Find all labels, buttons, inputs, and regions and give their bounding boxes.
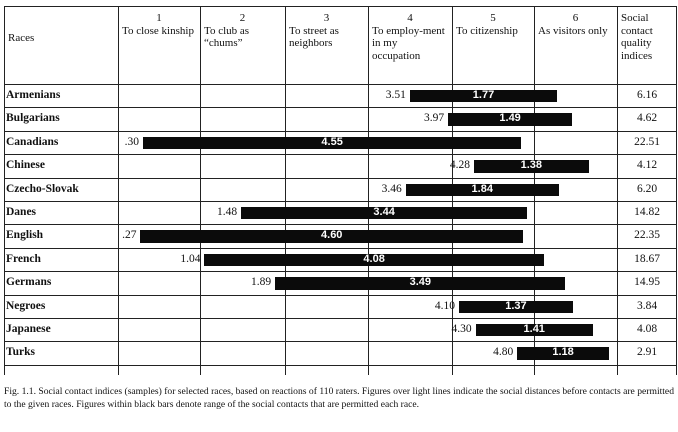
- column-rule: [368, 6, 369, 375]
- range-value: 1.49: [499, 112, 521, 125]
- column-label: As visitors only: [538, 24, 608, 37]
- column-label: To close kinship: [122, 24, 194, 37]
- range-value: 1.18: [552, 346, 574, 359]
- row-index: 18.67: [634, 252, 660, 265]
- column-header: [204, 12, 281, 50]
- row-index: 6.20: [636, 182, 658, 195]
- row-rule: [4, 154, 676, 155]
- distance-value: 4.28: [449, 159, 470, 172]
- distance-value: 3.51: [385, 89, 406, 101]
- figure-caption: Fig. 1.1. Social contact indices (samples) for selected races, based on reactions of 110 raters. Figures over light lines indicate the social distances before contacts are permitted to the given races. Figures within black bars denote range of the social contacts that are permitted each race.: [4, 386, 674, 410]
- distance-value: 1.48: [216, 206, 238, 218]
- row-race: Turks: [6, 346, 35, 359]
- distance-value: 3.97: [424, 112, 445, 125]
- range-value: 1.41: [523, 323, 545, 335]
- row-rule: [4, 178, 676, 179]
- row-rule: [4, 295, 676, 296]
- column-number: 1: [156, 12, 162, 24]
- distance-value: 4.10: [434, 299, 455, 312]
- row-rule: [4, 341, 676, 342]
- column-number: 4: [407, 12, 413, 24]
- row-rule: [4, 131, 676, 132]
- column-header: [456, 12, 530, 37]
- row-race: Czecho-Slovak: [6, 182, 79, 195]
- row-race: Japanese: [6, 323, 51, 335]
- range-value: 4.60: [321, 229, 343, 242]
- column-rule: [676, 6, 677, 375]
- column-rule: [118, 6, 119, 375]
- row-index: 22.51: [634, 135, 660, 148]
- column-label: Social contact quality indices: [621, 12, 653, 62]
- header-rule: [4, 84, 676, 85]
- row-index: 14.95: [634, 276, 660, 289]
- row-race: Germans: [6, 276, 52, 289]
- row-index: 2.91: [636, 346, 658, 359]
- row-rule: [4, 248, 676, 249]
- column-header: [289, 12, 364, 50]
- range-value: 3.44: [373, 206, 395, 218]
- row-rule: [4, 271, 676, 272]
- row-race: English: [6, 229, 44, 242]
- row-rule: [4, 201, 676, 202]
- distance-value: 1.04: [180, 252, 201, 265]
- column-number: 6: [572, 12, 579, 24]
- column-header: [538, 12, 613, 37]
- distance-value: 4.30: [451, 323, 472, 335]
- row-race: French: [6, 252, 41, 265]
- range-value: 1.84: [471, 182, 493, 195]
- row-index: 6.16: [636, 89, 658, 101]
- range-value: 1.38: [520, 159, 543, 172]
- column-rule: [285, 6, 286, 375]
- row-race: Canadians: [6, 135, 59, 148]
- distance-value: .30: [124, 135, 139, 148]
- row-rule: [4, 107, 676, 108]
- range-value: 1.37: [505, 299, 527, 312]
- column-label: To employ-ment in my occupation: [372, 24, 445, 62]
- range-value: 3.49: [409, 276, 431, 289]
- row-index: 22.35: [634, 229, 660, 242]
- column-label: Races: [8, 32, 35, 44]
- distance-value: 3.46: [381, 182, 402, 195]
- row-index: 4.62: [636, 112, 658, 125]
- column-number: 3: [323, 12, 330, 24]
- range-value: 4.08: [363, 252, 385, 265]
- row-race: Bulgarians: [6, 112, 60, 125]
- distance-value: .27: [122, 229, 137, 242]
- column-header: [621, 12, 672, 62]
- column-label: To street as neighbors: [289, 24, 339, 49]
- row-rule: [4, 318, 676, 319]
- row-index: 4.12: [636, 159, 658, 172]
- distance-value: 4.80: [493, 346, 514, 359]
- column-header: [122, 12, 196, 37]
- column-label: To club as “chums”: [204, 24, 250, 49]
- column-header: [372, 12, 448, 62]
- column-rule: [4, 6, 5, 375]
- column-number: 5: [490, 12, 496, 24]
- range-value: 1.77: [472, 89, 495, 101]
- table-top-rule: [4, 6, 676, 7]
- column-number: 2: [239, 12, 246, 24]
- row-rule: [4, 365, 676, 366]
- column-label: To citizenship: [456, 24, 518, 37]
- column-rule: [200, 6, 201, 375]
- column-header: [8, 32, 114, 45]
- row-index: 14.82: [634, 206, 660, 218]
- row-race: Armenians: [6, 89, 61, 101]
- row-race: Negroes: [6, 299, 46, 312]
- row-rule: [4, 224, 676, 225]
- row-index: 3.84: [636, 299, 658, 312]
- range-value: 4.55: [321, 135, 343, 148]
- row-race: Chinese: [6, 159, 45, 172]
- distance-value: 1.89: [251, 276, 272, 289]
- row-race: Danes: [6, 206, 37, 218]
- row-index: 4.08: [636, 323, 658, 335]
